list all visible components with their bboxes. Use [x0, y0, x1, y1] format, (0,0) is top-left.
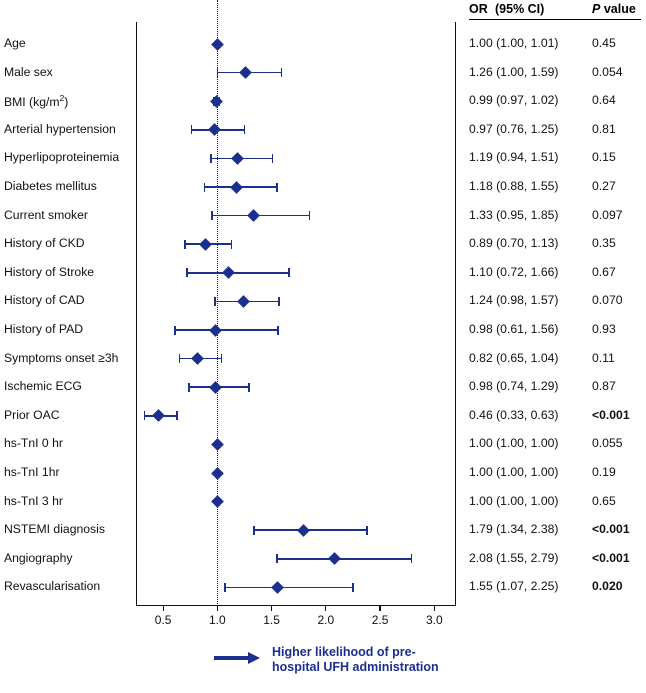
row-estimate: 1.79 (1.34, 2.38)	[469, 522, 559, 537]
row-pvalue: 0.055	[592, 436, 623, 451]
ci-cap	[186, 268, 188, 277]
row-label: Male sex	[4, 64, 53, 79]
ci-cap	[176, 411, 178, 420]
ci-cap	[211, 211, 213, 220]
ci-cap	[221, 354, 223, 363]
column-header-ci: (95% CI)	[495, 2, 545, 16]
row-estimate: 1.00 (1.00, 1.00)	[469, 436, 559, 451]
right-arrow-icon	[214, 652, 262, 664]
row-pvalue: 0.35	[592, 236, 616, 251]
footer-line-1: Higher likelihood of pre-	[272, 645, 416, 659]
row-label: hs-TnI 1hr	[4, 465, 60, 479]
x-tick-label: 2.5	[371, 613, 389, 627]
row-pvalue: 0.097	[592, 207, 623, 222]
x-tick	[217, 606, 218, 611]
row-pvalue: 0.27	[592, 179, 616, 193]
ci-cap	[366, 526, 368, 535]
row-label: Hyperlipoproteinemia	[4, 150, 120, 165]
column-header-or: OR	[469, 2, 488, 16]
row-pvalue: 0.65	[592, 493, 616, 508]
row-pvalue: 0.15	[592, 150, 616, 165]
row-pvalue: <0.001	[592, 550, 630, 565]
row-estimate: 1.00 (1.00, 1.01)	[469, 36, 559, 50]
row-pvalue: 0.070	[592, 293, 623, 308]
row-estimate: 1.00 (1.00, 1.00)	[469, 493, 559, 508]
ci-cap	[288, 268, 290, 277]
x-tick-label: 0.5	[154, 613, 172, 627]
row-pvalue: 0.81	[592, 121, 616, 136]
row-pvalue: <0.001	[592, 522, 630, 537]
ci-cap	[184, 240, 186, 249]
ci-cap	[244, 125, 246, 134]
row-estimate: 0.46 (0.33, 0.63)	[469, 407, 559, 422]
row-label: History of CKD	[4, 236, 85, 251]
row-label: NSTEMI diagnosis	[4, 522, 105, 537]
row-estimate: 0.82 (0.65, 1.04)	[469, 350, 559, 365]
ci-cap	[253, 526, 255, 535]
row-estimate: 1.10 (0.72, 1.66)	[469, 264, 559, 279]
row-label: hs-TnI 0 hr	[4, 436, 63, 451]
row-estimate: 0.99 (0.97, 1.02)	[469, 93, 559, 108]
ci-cap	[224, 583, 226, 592]
ci-cap	[214, 297, 216, 306]
row-estimate: 1.00 (1.00, 1.00)	[469, 465, 559, 479]
ci-cap	[276, 183, 278, 192]
ci-cap	[277, 326, 279, 335]
confidence-interval-line	[277, 558, 412, 560]
row-pvalue: 0.93	[592, 322, 616, 336]
row-pvalue: 0.64	[592, 93, 616, 108]
x-tick-label: 3.0	[425, 613, 443, 627]
row-label: Arterial hypertension	[4, 121, 116, 136]
ci-cap	[411, 554, 413, 563]
row-estimate: 1.55 (1.07, 2.25)	[469, 579, 559, 594]
x-tick	[434, 606, 435, 611]
row-label: History of PAD	[4, 322, 84, 336]
ci-cap	[144, 411, 146, 420]
row-label: Diabetes mellitus	[4, 179, 97, 193]
ci-cap	[179, 354, 181, 363]
axis-frame	[136, 22, 456, 606]
row-pvalue: 0.054	[592, 64, 623, 79]
ci-cap	[276, 554, 278, 563]
ci-cap	[309, 211, 311, 220]
row-label: Age	[4, 36, 26, 50]
confidence-interval-line	[254, 529, 367, 531]
footer-annotation	[272, 645, 492, 675]
row-estimate: 1.19 (0.94, 1.51)	[469, 150, 559, 165]
row-estimate: 0.97 (0.76, 1.25)	[469, 121, 559, 136]
row-label: History of Stroke	[4, 264, 95, 279]
x-tick	[379, 606, 380, 611]
row-estimate: 0.89 (0.70, 1.13)	[469, 236, 559, 251]
row-label: History of CAD	[4, 293, 85, 308]
row-pvalue: 0.19	[592, 465, 616, 479]
column-header-pvalue: P value	[592, 2, 636, 16]
row-label: Angiography	[4, 550, 73, 565]
row-estimate: 1.18 (0.88, 1.55)	[469, 179, 559, 193]
row-estimate: 1.24 (0.98, 1.57)	[469, 293, 559, 308]
header-divider	[469, 19, 641, 20]
x-tick-label: 2.0	[317, 613, 335, 627]
plot-area	[136, 22, 456, 627]
confidence-interval-line	[175, 329, 278, 331]
row-estimate: 2.08 (1.55, 2.79)	[469, 550, 559, 565]
ci-cap	[272, 154, 274, 163]
confidence-interval-line	[225, 587, 353, 589]
x-tick	[163, 606, 164, 611]
row-label: Ischemic ECG	[4, 379, 82, 394]
ci-cap	[174, 326, 176, 335]
row-label: Symptoms onset ≥3h	[4, 350, 119, 365]
ci-cap	[204, 183, 206, 192]
confidence-interval-line	[187, 272, 289, 274]
x-tick-label: 1.0	[209, 613, 226, 627]
row-label: Revascularisation	[4, 579, 101, 594]
row-label: hs-TnI 3 hr	[4, 493, 63, 508]
row-pvalue: 0.67	[592, 264, 616, 279]
x-tick	[271, 606, 272, 611]
ci-cap	[352, 583, 354, 592]
ci-cap	[278, 297, 280, 306]
row-estimate: 0.98 (0.74, 1.29)	[469, 379, 559, 394]
footer-line-2: hospital UFH administration	[272, 660, 439, 674]
row-label: Current smoker	[4, 207, 88, 222]
confidence-interval-line	[212, 215, 310, 217]
x-tick	[325, 606, 326, 611]
row-estimate: 1.33 (0.95, 1.85)	[469, 207, 559, 222]
x-tick-label: 1.5	[263, 613, 280, 627]
row-pvalue: <0.001	[592, 407, 630, 422]
ci-cap	[191, 125, 193, 134]
ci-cap	[210, 154, 212, 163]
row-pvalue: 0.11	[592, 350, 615, 365]
row-pvalue: 0.45	[592, 36, 616, 50]
row-label: BMI $(kg/m^2)$	[4, 93, 69, 110]
row-estimate: 0.98 (0.61, 1.56)	[469, 322, 559, 336]
row-pvalue: 0.87	[592, 379, 616, 394]
ci-cap	[248, 383, 250, 392]
ci-cap	[281, 68, 283, 77]
ci-cap	[231, 240, 233, 249]
row-label: Prior OAC	[4, 407, 60, 422]
row-estimate: 1.26 (1.00, 1.59)	[469, 64, 559, 79]
ci-cap	[188, 383, 190, 392]
ci-cap	[217, 68, 219, 77]
row-pvalue: 0.020	[592, 579, 623, 594]
reference-line	[217, 0, 218, 606]
